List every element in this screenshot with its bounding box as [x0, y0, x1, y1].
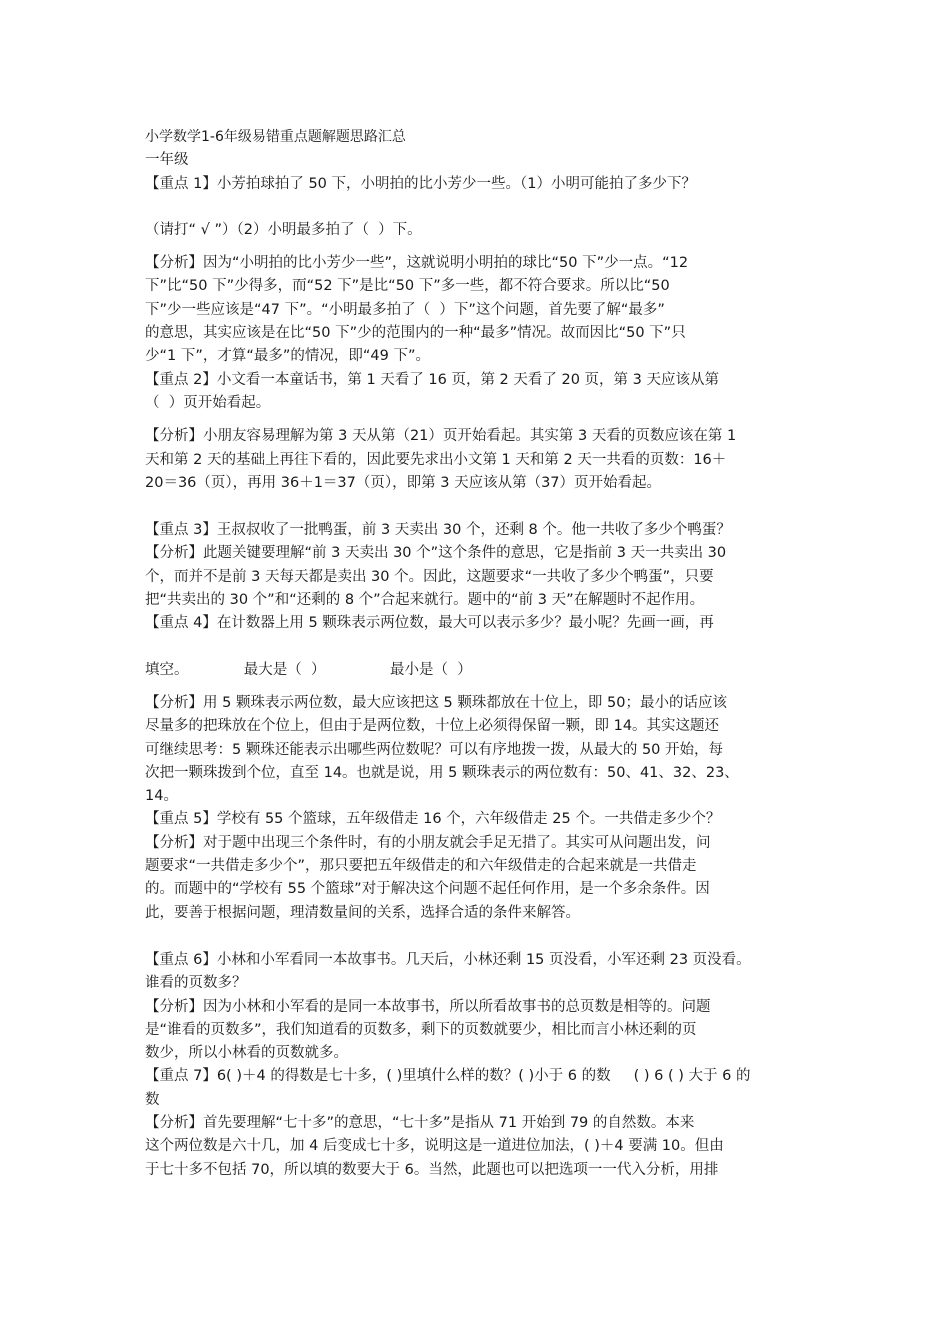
text-line: 数少，所以小林看的页数就多。 — [145, 1045, 348, 1062]
text-line: 谁看的页数多？ — [145, 975, 247, 992]
text-line: 的。而题中的“学校有 55 个篮球”对于解决这个问题不起任何作用，是一个多余条件。因 — [145, 881, 710, 898]
paragraph-spacer — [145, 495, 825, 519]
paragraph-spacer — [145, 242, 825, 252]
text-line: 【重点 6】小林和小军看同一本故事书。几天后，小林还剩 15 页没看，小军还剩 23 页没看。 — [145, 951, 751, 968]
document-title: 小学数学1-6年级易错重点题解题思路汇总 — [145, 129, 406, 145]
text-line: 于七十多不包括 70，所以填的数要大于 6。当然，此题也可以把选项一一代入分析，用排 — [145, 1161, 719, 1178]
text-line: 【分析】小朋友容易理解为第 3 天从第（21）页开始看起。其实第 3 天看的页数应该在第 1 — [145, 428, 737, 445]
document-body — [145, 126, 825, 1182]
text-line: 数 — [145, 1091, 160, 1108]
text-line: （ ）页开始看起。 — [145, 394, 271, 411]
text-line: 【分析】对于题中出现三个条件时，有的小朋友就会手足无措了。其实可从问题出发，问 — [145, 834, 711, 851]
paragraph-spacer — [145, 415, 825, 425]
paragraph-spacer — [145, 196, 825, 219]
text-line: 少“1 下”，才算“最多”的情况，即“49 下”。 — [145, 348, 430, 365]
text-line: 是“谁看的页数多”，我们知道看的页数多，剩下的页数就要少，相比而言小林还剩的页 — [145, 1021, 697, 1038]
text-line: 【分析】此题关键要理解“前 3 天卖出 30 个”这个条件的意思，它是指前 3 天一共卖出 30 — [145, 545, 727, 562]
text-line: 此，要善于根据问题，理清数量间的关系，选择合适的条件来解答。 — [145, 904, 580, 921]
text-line: 填空。 最大是（ ） 最小是（ ） — [145, 661, 472, 678]
text-line: 天和第 2 天的基础上再往下看的，因此要先求出小文第 1 天和第 2 天一共看的页数：16＋ — [145, 451, 727, 468]
paragraph-spacer — [145, 636, 825, 659]
document-paragraphs — [145, 173, 825, 1182]
text-line: 【分析】因为小林和小军看的是同一本故事书，所以所看故事书的总页数是相等的。问题 — [145, 998, 711, 1015]
text-line: 【分析】用 5 颗珠表示两位数，最大应该把这 5 颗珠都放在十位上，即 50；最小的话应该 — [145, 694, 727, 711]
text-line: 【重点 4】在计数器上用 5 颗珠表示两位数，最大可以表示多少？最小呢？先画一画，再 — [145, 615, 714, 632]
text-line: 【分析】因为“小明拍的比小芳少一些”，这就说明小明拍的球比“50 下”少一点。“12 — [145, 255, 689, 272]
text-line: 【重点 7】6( )＋4 的得数是七十多，( )里填什么样的数？( )小于 6 的数 ( ) 6 ( ) 大于 6 的 — [145, 1068, 751, 1085]
text-line: 【重点 2】小文看一本童话书，第 1 天看了 16 页，第 2 天看了 20 页，第 3 天应该从第 — [145, 371, 720, 388]
text-line: 尽量多的把珠放在个位上，但由于是两位数，十位上必须得保留一颗，即 14。其实这题还 — [145, 718, 720, 735]
grade-heading: 一年级 — [145, 152, 189, 169]
text-line: 20＝36（页），再用 36＋1＝37（页），即第 3 天应该从第（37）页开始看起。 — [145, 474, 662, 491]
text-line: 下”少一些应该是“47 下”。“小明最多拍了（ ）下”这个问题，首先要了解“最多” — [145, 301, 665, 318]
text-line: 的意思，其实应该是在比“50 下”少的范围内的一种“最多”情况。故而因比“50 下”只 — [145, 325, 686, 342]
text-line: 把“共卖出的 30 个”和“还剩的 8 个”合起来就行。题中的“前 3 天”在解题时不起作用。 — [145, 592, 705, 609]
text-line: （请打“ √ ”）（2）小明最多拍了（ ）下。 — [145, 221, 422, 238]
text-line: 题要求“一共借走多少个”，那只要把五年级借走的和六年级借走的合起来就是一共借走 — [145, 858, 697, 875]
text-line: 这个两位数是六十几，加 4 后变成七十多，说明这是一道进位加法，( )＋4 要满 10。但由 — [145, 1138, 724, 1155]
text-line: 可继续思考：5 颗珠还能表示出哪些两位数呢？可以有序地拨一拨，从最大的 50 开始，每 — [145, 741, 723, 758]
text-line: 【重点 1】小芳拍球拍了 50 下，小明拍的比小芳少一些。（1）小明可能拍了多少下？ — [145, 175, 696, 192]
text-line: 【重点 3】王叔叔收了一批鸭蛋，前 3 天卖出 30 个，还剩 8 个。他一共收了多少个鸭蛋？ — [145, 522, 731, 539]
text-line: 【重点 5】学校有 55 个篮球，五年级借走 16 个，六年级借走 25 个。一共借走多少个？ — [145, 811, 721, 828]
text-line: 14。 — [145, 788, 178, 805]
text-line: 次把一颗珠拨到个位，直至 14。也就是说，用 5 颗珠表示的两位数有：50、41、32、23、 — [145, 764, 739, 781]
text-line: 下”比“50 下”少得多，而“52 下”是比“50 下”多一些，都不符合要求。所以比“50 — [145, 278, 670, 295]
text-line: 【分析】首先要理解“七十多”的意思，“七十多”是指从 71 开始到 79 的自然数。本来 — [145, 1114, 695, 1131]
paragraph-spacer — [145, 925, 825, 949]
paragraph-spacer — [145, 682, 825, 692]
text-line: 个，而并不是前 3 天每天都是卖出 30 个。因此，这题要求“一共收了多少个鸭蛋”，只要 — [145, 568, 714, 585]
